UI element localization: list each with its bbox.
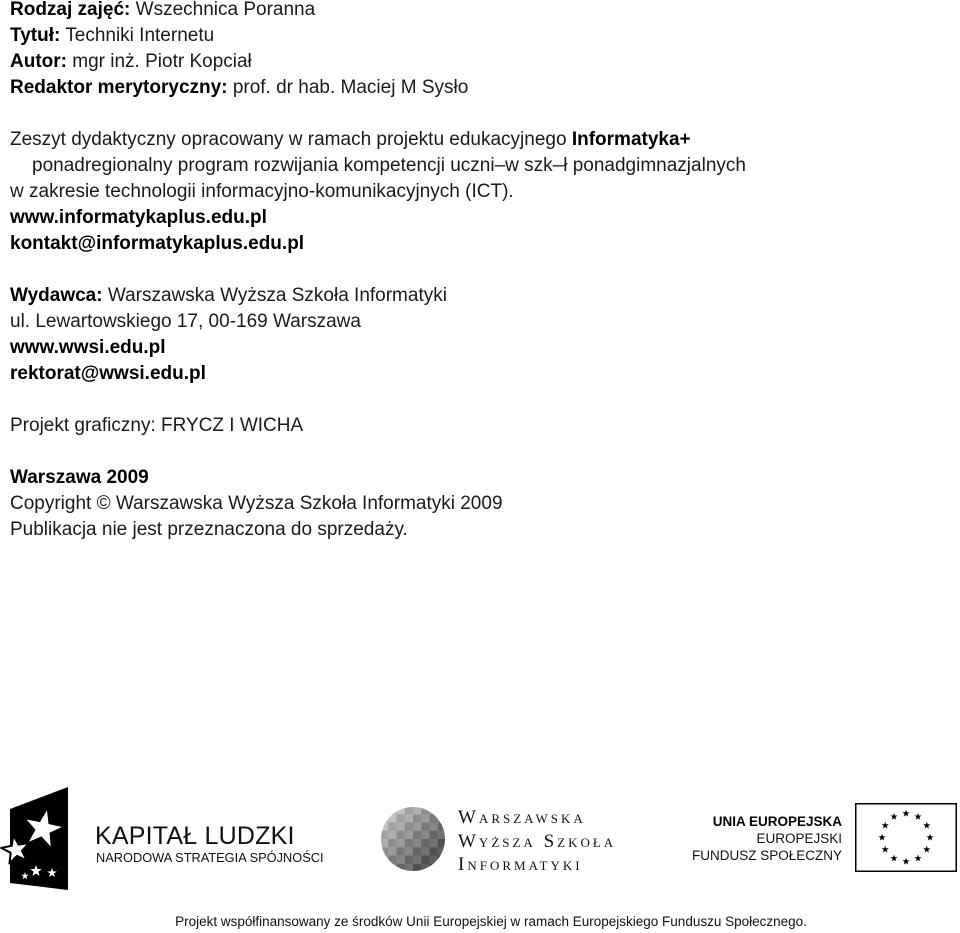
wwsi-logo-tile	[421, 814, 429, 822]
editor-line	[10, 75, 746, 101]
kapital-ludzki-logo-icon	[0, 787, 70, 893]
wwsi-logo-tile	[397, 831, 405, 839]
wwsi-logo-tile	[430, 831, 438, 839]
wwsi-logo-tile	[421, 806, 429, 814]
wwsi-logo-tile	[438, 831, 446, 839]
wwsi-logo-tile	[413, 847, 421, 855]
course-type-value: Wszechnica Poranna	[135, 0, 316, 20]
wwsi-logo-tile	[438, 864, 446, 872]
course-type-label: Rodzaj zajęć:	[10, 0, 131, 20]
title-label: Tytuł:	[10, 25, 61, 46]
publisher-name: Warszawska Wyższa Szkoła Informatyki	[107, 285, 447, 306]
wwsi-logo-tile	[380, 839, 388, 847]
wwsi-logo-tile	[421, 847, 429, 855]
wwsi-logo-tile	[413, 814, 421, 822]
wwsi-logo-tile	[430, 839, 438, 847]
publisher-address: ul. Lewartowskiego 17, 00-169 Warszawa	[10, 311, 361, 332]
wwsi-logo-line-1: Warszawska	[458, 807, 586, 828]
title-value: Techniki Internetu	[65, 25, 215, 46]
wwsi-logo-tile	[397, 806, 405, 814]
project-name: Informatyka+	[571, 129, 691, 150]
wwsi-logo-tile	[413, 823, 421, 831]
project-intro: Zeszyt dydaktyczny opracowany w ramach projektu edukacyjnego	[10, 129, 567, 150]
spacer	[10, 101, 746, 127]
colophon-text	[10, 0, 746, 543]
publisher-email: rektorat@wwsi.edu.pl	[10, 363, 206, 384]
wwsi-logo-icon	[380, 806, 446, 872]
wwsi-logo-tile	[438, 847, 446, 855]
author-line	[10, 49, 746, 75]
cofinancing-footer: Projekt współfinansowany ze środków Unii Europejskiej w ramach Europejskiego Funduszu Społecznego.	[175, 914, 807, 929]
wwsi-logo-tile	[388, 823, 396, 831]
spacer	[10, 387, 746, 413]
imprint-copyright: Copyright © Warszawska Wyższa Szkoła Informatyki 2009	[10, 493, 503, 514]
wwsi-logo-tile	[421, 839, 429, 847]
author-label: Autor:	[10, 51, 67, 72]
wwsi-logo-tile	[388, 814, 396, 822]
wwsi-logo-tile	[388, 856, 396, 864]
wwsi-logo-tile	[405, 814, 413, 822]
wwsi-logo-tile	[405, 847, 413, 855]
wwsi-logo-tile	[421, 856, 429, 864]
wwsi-logo-tile	[405, 856, 413, 864]
wwsi-logo-tile	[388, 839, 396, 847]
project-email: kontakt@informatykaplus.edu.pl	[10, 233, 305, 254]
eu-flag-icon	[855, 803, 957, 872]
wwsi-logo-tile	[405, 806, 413, 814]
wwsi-logo-tile	[430, 806, 438, 814]
wwsi-logo-tile	[388, 847, 396, 855]
wwsi-logo-tile	[388, 831, 396, 839]
eu-title: UNIA EUROPEJSKA	[712, 814, 842, 829]
wwsi-logo-tile	[438, 806, 446, 814]
wwsi-logo-tile	[438, 823, 446, 831]
wwsi-logo-tile	[388, 864, 396, 872]
kapital-ludzki-subtitle: NARODOWA STRATEGIA SPÓJNOŚCI	[96, 850, 324, 865]
course-type-line	[10, 0, 746, 23]
spacer	[10, 439, 746, 465]
wwsi-logo-tile	[397, 864, 405, 872]
imprint-place-year: Warszawa 2009	[10, 467, 149, 488]
publisher-line	[10, 283, 746, 309]
wwsi-logo-tile	[397, 814, 405, 822]
editor-value: prof. dr hab. Maciej M Sysło	[232, 77, 469, 98]
wwsi-logo-tile	[413, 831, 421, 839]
wwsi-logo-tile	[430, 814, 438, 822]
wwsi-logo-tile	[380, 823, 388, 831]
wwsi-logo-tile	[430, 823, 438, 831]
wwsi-logo-tile	[430, 856, 438, 864]
wwsi-logo-tile	[421, 831, 429, 839]
project-description-line-2: ponadregionalny program rozwijania kompetencji uczni–w szk–ł ponadgimnazjalnych	[32, 155, 746, 176]
publisher-website: www.wwsi.edu.pl	[10, 337, 166, 358]
design-credit: Projekt graficzny: FRYCZ I WICHA	[10, 415, 304, 436]
project-description-line-1	[10, 127, 746, 153]
title-line	[10, 23, 746, 49]
project-website: www.informatykaplus.edu.pl	[10, 207, 267, 228]
wwsi-logo-tile	[380, 864, 388, 872]
wwsi-logo-tile	[397, 856, 405, 864]
wwsi-logo-tile	[421, 823, 429, 831]
wwsi-logo-tile	[413, 856, 421, 864]
wwsi-logo-tile	[380, 831, 388, 839]
wwsi-logo-tile	[438, 856, 446, 864]
wwsi-logo-tile	[430, 864, 438, 872]
wwsi-logo-tile	[430, 847, 438, 855]
imprint-notice: Publikacja nie jest przeznaczona do sprzedaży.	[10, 519, 408, 540]
spacer	[10, 257, 746, 283]
author-value: mgr inż. Piotr Kopciał	[72, 51, 252, 72]
wwsi-logo-tile	[405, 864, 413, 872]
wwsi-logo-line-3: Informatyki	[458, 854, 583, 875]
eu-fund-line-2: FUNDUSZ SPOŁECZNY	[691, 848, 842, 863]
kapital-ludzki-title: KAPITAŁ LUDZKI	[95, 822, 295, 850]
wwsi-logo-tiles	[380, 806, 446, 872]
wwsi-logo-tile	[397, 847, 405, 855]
editor-label: Redaktor merytoryczny:	[10, 77, 228, 98]
wwsi-logo-tile	[397, 839, 405, 847]
publisher-label: Wydawca:	[10, 285, 103, 306]
wwsi-logo-text	[458, 806, 616, 877]
wwsi-logo-tile	[380, 856, 388, 864]
project-description-line-3: w zakresie technologii informacyjno-komunikacyjnych (ICT).	[10, 181, 514, 202]
wwsi-logo-tile	[413, 806, 421, 814]
wwsi-logo-tile	[380, 806, 388, 814]
wwsi-logo-tile	[413, 864, 421, 872]
wwsi-logo-tile	[380, 814, 388, 822]
wwsi-logo-tile	[438, 839, 446, 847]
wwsi-logo-tile	[421, 864, 429, 872]
wwsi-logo-tile	[438, 814, 446, 822]
wwsi-logo-tile	[405, 839, 413, 847]
eu-logo-text	[692, 813, 842, 864]
wwsi-logo-tile	[405, 831, 413, 839]
wwsi-logo-tile	[405, 823, 413, 831]
wwsi-logo-tile	[380, 847, 388, 855]
wwsi-logo-line-2: Wyższa Szkoła	[458, 830, 617, 852]
wwsi-logo-tile	[413, 839, 421, 847]
wwsi-logo-tile	[397, 823, 405, 831]
eu-fund-line-1: EUROPEJSKI	[756, 831, 842, 846]
wwsi-logo-tile	[388, 806, 396, 814]
